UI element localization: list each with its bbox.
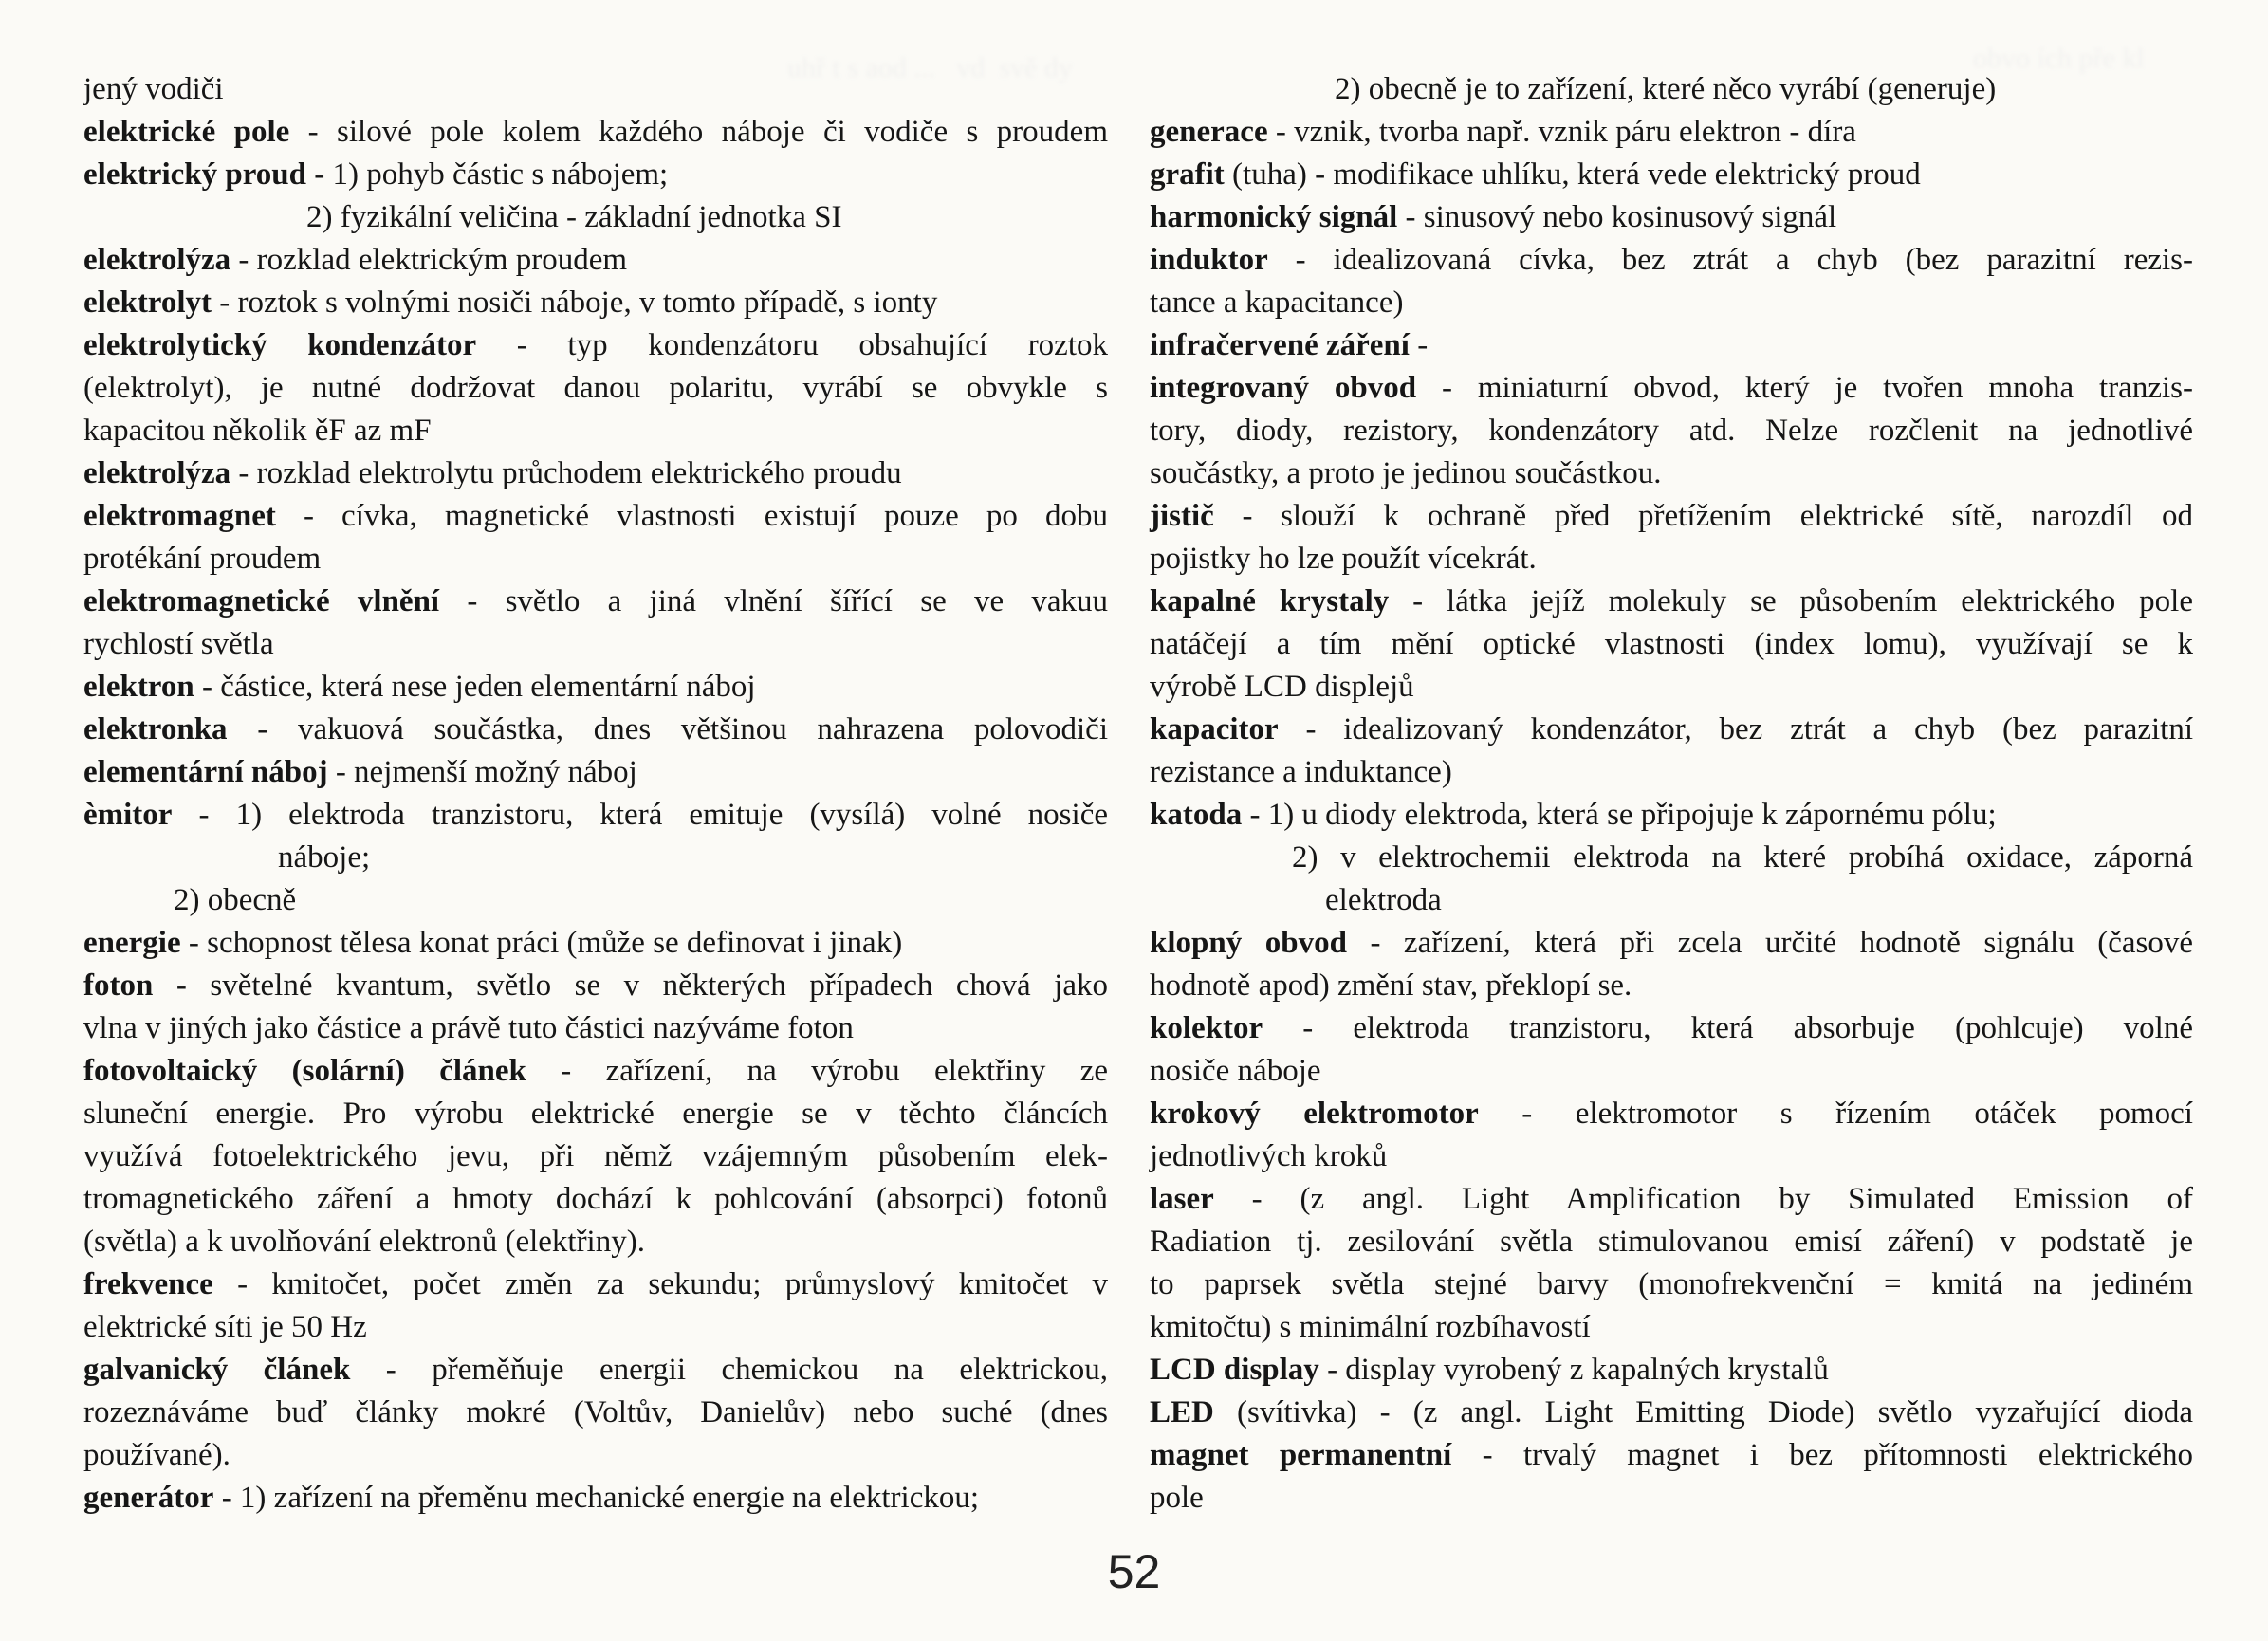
definition-text: hodnotě apod) změní stav, překlopí se. <box>1150 968 1632 1003</box>
text-line <box>1150 965 2193 1007</box>
text-line <box>1150 367 2193 410</box>
glossary-term: LED <box>1150 1395 1214 1429</box>
text-line <box>83 68 1108 111</box>
definition-text: - roztok s volnými nosiči náboje, v tomto případě, s ionty <box>212 286 938 320</box>
text-line <box>1150 68 2193 111</box>
definition-text: tance a kapacitance) <box>1150 286 1404 320</box>
glossary-term: grafit <box>1150 157 1225 192</box>
text-line <box>1150 581 2193 623</box>
definition-text: natáčejí a tím mění optické vlastnosti (index lomu), využívají se k <box>1150 627 2193 661</box>
definition-text: - vakuová součástka, dnes většinou nahrazena polovodiči <box>227 712 1108 747</box>
text-line <box>1150 922 2193 965</box>
definition-text: 2) obecně <box>174 883 297 917</box>
definition-text: - cívka, magnetické vlastnosti existují pouze po dobu <box>275 499 1108 533</box>
text-line <box>1150 1221 2193 1263</box>
text-line <box>1150 1135 2193 1178</box>
text-line <box>1150 623 2193 666</box>
glossary-term: galvanický článek <box>83 1353 351 1387</box>
glossary-term: fotovoltaický (solární) článek <box>83 1054 526 1088</box>
definition-text: nosiče náboje <box>1150 1054 1321 1088</box>
text-line <box>1150 282 2193 324</box>
text-line <box>1150 751 2193 794</box>
text-line <box>83 1306 1108 1349</box>
text-line <box>1150 452 2193 495</box>
text-line <box>83 1178 1108 1221</box>
text-line <box>83 452 1108 495</box>
definition-text: - látka jejíž molekuly se působením elektrického pole <box>1389 584 2193 618</box>
definition-text: využívá fotoelektrického jevu, při němž vzájemným působením elek- <box>83 1139 1108 1173</box>
text-line <box>83 922 1108 965</box>
text-line <box>83 282 1108 324</box>
definition-text: jený vodiči <box>83 72 224 106</box>
glossary-term: èmitor <box>83 798 173 832</box>
definition-text: protékání proudem <box>83 542 322 576</box>
glossary-term: generátor <box>83 1481 214 1515</box>
definition-text: - přeměňuje energii chemickou na elektrickou, <box>350 1353 1109 1387</box>
definition-text: - display vyrobený z kapalných krystalů <box>1318 1353 1829 1387</box>
definition-text: pole <box>1150 1481 1204 1515</box>
definition-text: 2) fyzikální veličina - základní jednotka SI <box>306 200 842 234</box>
text-line <box>83 837 1108 879</box>
definition-text: náboje; <box>278 840 371 875</box>
text-line <box>1150 666 2193 709</box>
definition-text: - 1) u diody elektroda, která se připojuje k zápornému pólu; <box>1242 798 1997 832</box>
text-line <box>83 1050 1108 1093</box>
text-line <box>1150 154 2193 196</box>
definition-text: elektrické síti je 50 Hz <box>83 1310 367 1344</box>
text-line <box>83 1349 1108 1392</box>
text-line <box>83 1221 1108 1263</box>
text-line <box>83 1007 1108 1050</box>
glossary-term: klopný obvod <box>1150 926 1347 960</box>
text-line <box>83 1135 1108 1178</box>
text-line <box>1150 1306 2193 1349</box>
definition-text: - elektromotor s řízením otáček pomocí <box>1478 1097 2193 1131</box>
definition-text: Radiation tj. zesilování světla stimulovanou emisí záření) v podstatě je <box>1150 1225 2193 1259</box>
text-line <box>83 1263 1108 1306</box>
text-line <box>1150 1007 2193 1050</box>
definition-text: - trvalý magnet i bez přítomnosti elektrického <box>1451 1438 2194 1472</box>
definition-text: rezistance a induktance) <box>1150 755 1452 789</box>
definition-text: výrobě LCD displejů <box>1150 670 1414 704</box>
text-line <box>1150 1263 2193 1306</box>
text-line <box>1150 1050 2193 1093</box>
definition-text: pojistky ho lze použít vícekrát. <box>1150 542 1537 576</box>
bleed-through-artifact: uhř t s aod ... vd svě dy <box>787 52 1073 83</box>
glossary-term: integrovaný obvod <box>1150 371 1417 405</box>
definition-text: - nejmenší možný náboj <box>327 755 637 789</box>
definition-text: - schopnost tělesa konat práci (může se definovat i jinak) <box>180 926 903 960</box>
glossary-term: magnet permanentní <box>1150 1438 1452 1472</box>
definition-text: jednotlivých kroků <box>1150 1139 1388 1173</box>
definition-text: - <box>1409 328 1429 362</box>
glossary-term: infračervené záření <box>1150 328 1410 362</box>
definition-text: (tuha) - modifikace uhlíku, která vede elektrický proud <box>1224 157 1921 192</box>
glossary-term: generace <box>1150 115 1268 149</box>
definition-text: elektroda <box>1325 883 1442 917</box>
glossary-term: elektrolytický kondenzátor <box>83 328 477 362</box>
glossary-term: elementární náboj <box>83 755 328 789</box>
text-line <box>1150 709 2193 751</box>
text-line <box>83 324 1108 367</box>
text-line <box>1150 1477 2193 1520</box>
text-line <box>83 111 1108 154</box>
glossary-term: elektrolýza <box>83 456 231 490</box>
definition-text: (světla) a k uvolňování elektronů (elektřiny). <box>83 1225 645 1259</box>
definition-text: součástky, a proto je jedinou součástkou. <box>1150 456 1662 490</box>
text-line <box>1150 239 2193 282</box>
definition-text: - vznik, tvorba např. vznik páru elektron - díra <box>1267 115 1856 149</box>
definition-text: - (z angl. Light Amplification by Simulated Emission of <box>1213 1182 2193 1216</box>
glossary-term: kapalné krystaly <box>1150 584 1390 618</box>
left-column <box>83 68 1108 1520</box>
definition-text: - 1) elektroda tranzistoru, která emituje (vysílá) volné nosiče <box>172 798 1108 832</box>
text-line <box>1150 1178 2193 1221</box>
text-line <box>1150 1093 2193 1135</box>
text-line <box>1150 495 2193 538</box>
text-line <box>83 1093 1108 1135</box>
definition-text: - typ kondenzátoru obsahující roztok <box>476 328 1108 362</box>
definition-text: - idealizovaný kondenzátor, bez ztrát a chyb (bez parazitní <box>1278 712 2193 747</box>
text-line <box>83 709 1108 751</box>
definition-text: - idealizovaná cívka, bez ztrát a chyb (bez parazitní rezis- <box>1267 243 2193 277</box>
text-line <box>83 751 1108 794</box>
glossary-term: elektrické pole <box>83 115 290 149</box>
text-line <box>1150 111 2193 154</box>
definition-text: - světlo a jiná vlnění šířící se ve vakuu <box>439 584 1108 618</box>
text-line <box>83 879 1108 922</box>
definition-text: rozeznáváme buď články mokré (Voltův, Danielův) nebo suché (dnes <box>83 1395 1108 1429</box>
definition-text: (svítivka) - (z angl. Light Emitting Diode) světlo vyzařující dioda <box>1213 1395 2193 1429</box>
glossary-term: elektronka <box>83 712 228 747</box>
text-line <box>83 666 1108 709</box>
definition-text: - sinusový nebo kosinusový signál <box>1397 200 1837 234</box>
definition-text: - kmitočet, počet změn za sekundu; průmyslový kmitočet v <box>212 1267 1108 1301</box>
definition-text: vlna v jiných jako částice a právě tuto částici nazýváme foton <box>83 1011 854 1045</box>
text-line <box>83 239 1108 282</box>
text-line <box>83 965 1108 1007</box>
definition-text: používané). <box>83 1438 230 1472</box>
glossary-term: elektromagnet <box>83 499 276 533</box>
definition-text: - světelné kvantum, světlo se v některých případech chová jako <box>153 968 1108 1003</box>
definition-text: - rozklad elektrolytu průchodem elektrického proudu <box>230 456 902 490</box>
glossary-term: frekvence <box>83 1267 213 1301</box>
text-line <box>83 367 1108 410</box>
text-line <box>1150 324 2193 367</box>
text-line <box>1150 794 2193 837</box>
glossary-term: elektrolyt <box>83 286 212 320</box>
definition-text: - elektroda tranzistoru, která absorbuje (pohlcuje) volné <box>1263 1011 2193 1045</box>
glossary-term: foton <box>83 968 154 1003</box>
definition-text: tromagnetického záření a hmoty dochází k pohlcování (absorpci) fotonů <box>83 1182 1108 1216</box>
text-line <box>1150 837 2193 879</box>
glossary-term: laser <box>1150 1182 1214 1216</box>
definition-text: - zařízení, která při zcela určité hodnotě signálu (časové <box>1346 926 2193 960</box>
text-line <box>83 623 1108 666</box>
text-line <box>83 581 1108 623</box>
glossary-term: energie <box>83 926 181 960</box>
text-line <box>1150 1349 2193 1392</box>
text-line <box>1150 879 2193 922</box>
text-line <box>83 154 1108 196</box>
definition-text: - rozklad elektrickým proudem <box>230 243 628 277</box>
glossary-term: elektron <box>83 670 194 704</box>
text-line <box>83 538 1108 581</box>
glossary-term: induktor <box>1150 243 1268 277</box>
glossary-term: LCD display <box>1150 1353 1319 1387</box>
text-line <box>83 495 1108 538</box>
definition-text: - silové pole kolem každého náboje či vodiče s proudem <box>289 115 1108 149</box>
definition-text: - zařízení, na výrobu elektřiny ze <box>526 1054 1109 1088</box>
definition-text: rychlostí světla <box>83 627 274 661</box>
text-line <box>1150 1434 2193 1477</box>
text-line <box>83 1434 1108 1477</box>
glossary-term: kapacitor <box>1150 712 1279 747</box>
text-line <box>83 1392 1108 1434</box>
right-column <box>1150 68 2193 1520</box>
text-line <box>1150 538 2193 581</box>
glossary-term: jistič <box>1150 499 1214 533</box>
glossary-term: kolektor <box>1150 1011 1263 1045</box>
glossary-term: elektromagnetické vlnění <box>83 584 440 618</box>
glossary-term: elektrolýza <box>83 243 231 277</box>
text-line <box>83 410 1108 452</box>
definition-text: kmitočtu) s minimální rozbíhavostí <box>1150 1310 1591 1344</box>
text-line <box>1150 410 2193 452</box>
definition-text: sluneční energie. Pro výrobu elektrické energie se v těchto článcích <box>83 1097 1108 1131</box>
page-number: 52 <box>1107 1545 1161 1598</box>
definition-text: tory, diody, rezistory, kondenzátory atd. Nelze rozčlenit na jednotlivé <box>1150 414 2193 448</box>
text-line <box>83 794 1108 837</box>
glossary-term: krokový elektromotor <box>1150 1097 1479 1131</box>
definition-text: - částice, která nese jeden elementární náboj <box>194 670 756 704</box>
text-line <box>1150 196 2193 239</box>
definition-text: - 1) pohyb částic s nábojem; <box>305 157 669 192</box>
text-line <box>1150 1392 2193 1434</box>
definition-text: kapacitou několik ěF az mF <box>83 414 432 448</box>
bleed-through-artifact: obvo ích pře kl <box>1973 43 2145 74</box>
glossary-term: katoda <box>1150 798 1243 832</box>
text-line <box>83 1477 1108 1520</box>
definition-text: - miniaturní obvod, který je tvořen mnoha tranzis- <box>1416 371 2193 405</box>
text-line <box>83 196 1108 239</box>
definition-text: 2) v elektrochemii elektroda na které probíhá oxidace, záporná <box>1292 840 2193 875</box>
glossary-term: harmonický signál <box>1150 200 1398 234</box>
definition-text: to paprsek světla stejné barvy (monofrekvenční = kmitá na jediném <box>1150 1267 2193 1301</box>
definition-text: - slouží k ochraně před přetížením elektrické sítě, narozdíl od <box>1213 499 2193 533</box>
glossary-term: elektrický proud <box>83 157 306 192</box>
definition-text: (elektrolyt), je nutné dodržovat danou polaritu, vyrábí se obvykle s <box>83 371 1108 405</box>
definition-text: 2) obecně je to zařízení, které něco vyrábí (generuje) <box>1335 72 1997 106</box>
definition-text: - 1) zařízení na přeměnu mechanické energie na elektrickou; <box>213 1481 980 1515</box>
